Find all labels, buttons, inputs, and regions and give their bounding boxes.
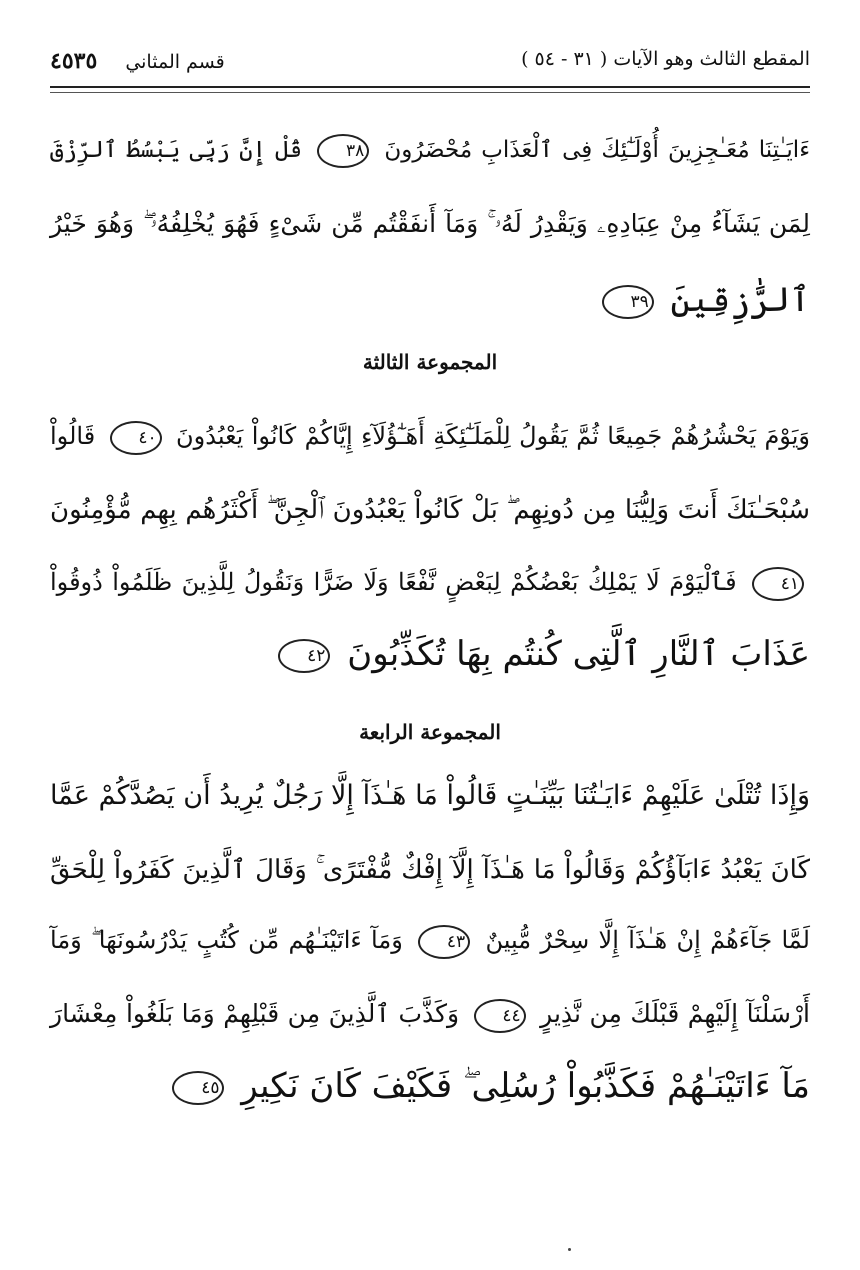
verse-text: قُلْ إِنَّ رَبِّى يَبْسُطُ ٱلرِّزْقَ [50,137,303,163]
verse-text: وَكَذَّبَ ٱلَّذِينَ مِن قَبْلِهِمْ وَمَا بَلَغُواْ مِعْشَارَ [50,999,460,1028]
page-header-left [50,48,225,74]
page-number: ٤٥٣٥ [50,48,98,74]
verse-text: وَيَوْمَ يَحْشُرُهُمْ جَمِيعًا ثُمَّ يَقُولُ لِلْمَلَـٰٓئِكَةِ أَهَـٰٓؤُلَآءِ إِيَّاكُمْ كَانُواْ يَعْبُدُونَ [176,422,810,450]
ayah-number-marker: ٤٤ [474,999,526,1033]
section-heading: المجموعة الرابعة [359,720,501,744]
footer-dot [568,1248,571,1251]
ayah-number-marker: ٤٥ [172,1071,224,1105]
verse-text: مَآ ءَاتَيْنَـٰهُمْ فَكَذَّبُواْ رُسُلِى ۖ فَكَيْفَ كَانَ نَكِيرِ [241,1066,810,1106]
verse-line [50,276,810,324]
verse-line [50,916,810,964]
header-rule [50,86,810,88]
verse-line [50,200,810,248]
ayah-number-marker: ٤٢ [278,639,330,673]
verse-text: أَرْسَلْنَآ إِلَيْهِمْ قَبْلَكَ مِن نَّذِيرٍ [540,999,810,1028]
verse-line [50,486,810,534]
verse-line [50,412,810,460]
section-heading: المجموعة الثالثة [362,350,498,374]
ayah-number-marker: ٣٩ [602,285,654,319]
running-head [50,46,810,86]
ayah-number-marker: ٤٠ [110,421,162,455]
verse-line [50,558,810,606]
verse-text: كَانَ يَعْبُدُ ءَابَآؤُكُمْ وَقَالُواْ مَا هَـٰذَآ إِلَّآ إِفْكٌ مُّفْتَرًى ۚ وَقَالَ ٱلَّذِينَ كَفَرُواْ لِلْحَقِّ [50,855,810,885]
verse-line [50,990,810,1038]
verse-line [50,1062,810,1110]
running-title: المقطع الثالث وهو الآيات ( ٣١ - ٥٤ ) [521,48,810,70]
verse-text: ءَايَـٰتِنَا مُعَـٰجِزِينَ أُوْلَـٰٓئِكَ فِى ٱلْعَذَابِ مُحْضَرُونَ [384,137,811,163]
verse-text: قَالُواْ [50,422,96,450]
verse-text: وَمَآ ءَاتَيْنَـٰهُم مِّن كُتُبٍ يَدْرُسُونَهَا ۖ وَمَآ [50,926,403,954]
ayah-number-marker: ٣٨ [317,134,369,168]
verse-text: لَمَّا جَآءَهُمْ إِنْ هَـٰذَآ إِلَّا سِحْرٌ مُّبِينٌ [485,926,810,954]
section-name: قسم المثاني [125,51,225,73]
verse-line [50,846,810,894]
verse-line [50,126,810,174]
ayah-number-marker: ٤١ [752,567,804,601]
verse-text: فَٱلْيَوْمَ لَا يَمْلِكُ بَعْضُكُمْ لِبَعْضٍ نَّفْعًا وَلَا ضَرًّا وَنَقُولُ لِلَّذِينَ ظَلَمُواْ ذُوقُواْ [50,568,737,596]
verse-line [50,772,810,820]
verse-line [50,630,810,678]
verse-text: عَذَابَ ٱلنَّارِ ٱلَّتِى كُنتُم بِهَا تُكَذِّبُونَ [347,634,810,674]
verse-text: وَإِذَا تُتْلَىٰ عَلَيْهِمْ ءَايَـٰتُنَا بَيِّنَـٰتٍ قَالُواْ مَا هَـٰذَآ إِلَّا رَجُلٌ يُرِيدُ أَن يَصُدَّكُمْ عَمَّا [50,780,810,811]
verse-text: ٱلرَّٰزِقِينَ [670,280,810,320]
ayah-number-marker: ٤٣ [418,925,470,959]
verse-text: سُبْحَـٰنَكَ أَنتَ وَلِيُّنَا مِن دُونِهِم ۖ بَلْ كَانُواْ يَعْبُدُونَ ٱلْجِنَّ ۖ أَكْثَرُهُم بِهِم مُّؤْمِنُونَ [50,495,810,525]
verse-text: لِمَن يَشَآءُ مِنْ عِبَادِهِۦ وَيَقْدِرُ لَهُۥ ۚ وَمَآ أَنفَقْتُم مِّن شَىْءٍ فَهُوَ يُخْلِفُهُۥ ۖ وَهُوَ خَيْرُ [50,209,810,238]
